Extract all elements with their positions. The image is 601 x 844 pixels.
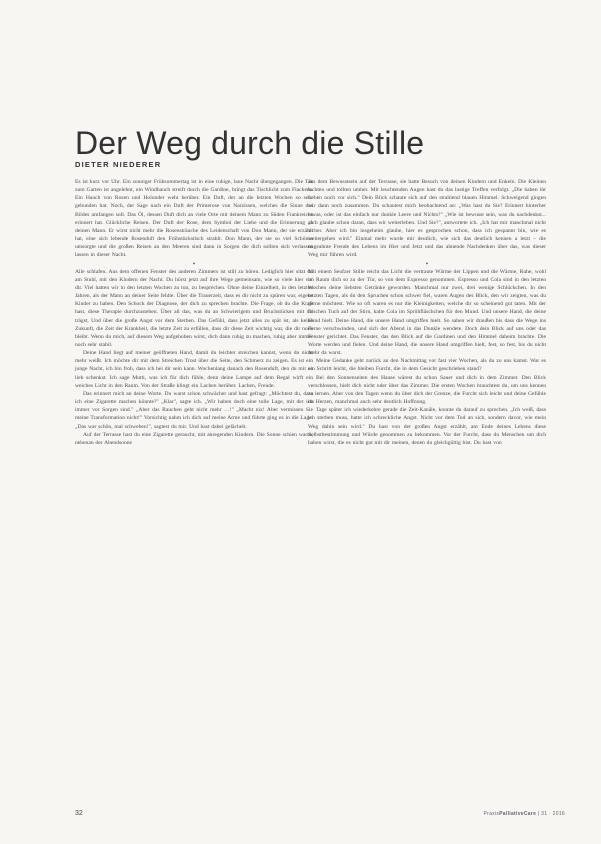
left-text-column <box>75 178 313 447</box>
body-paragraph: Alle schlafen. Aus dem offenen Fenster des anderen Zimmers ist still zu hören. Lediglich hier sitzt du am Stuhl, mit den Kindern der Nacht. Du hörst jetzt auf ihre Wege gemeinsam, wie so viele hier vor dir. Viel hatten wir in den letzten Wochen zu tun, zu besprechen. Ohne deine Einzelheit, in den letzten Jahren, als der Mann an deiner Seite fehlte. Über die Trauerzeit, dass es dir nicht zu spüren war, eigene Kinder zu haben. Den Schock der Diagnose, der dich zu sprechen brachte. Die Frage, ob du die Kraft hast, diese Therapie durchzustehen. Über all das, was du an Schwierigem und Bruchstücken mit dir trägst. Und über die große Angst vor dem Sterben. Das Gefühl, dass jetzt alles zu spät ist, als keine Zukunft, die Zeit der Krankheit, die letzte Zeit zu erfüllen, dass dir diese Zeit wichtig war, die dir noch bleibt. Wenn du mich, auf diesem Weg aufgehoben wirst, dich dann ruhig zu machen, ruhig aber immer noch sehr stabil. <box>75 268 313 348</box>
body-paragraph: Es ist kurz vor Uhr. Ein sonniger Frühsommertag ist in eine ruhige, laue Nacht übergegangen. Die Tür zum Garten ist angelehnt, ein Windhauch streift durch die Gardine, bringt das Tischlicht zum Flackern. Ein Hauch von Rosen und Holunder weht herüber. Ein Duft, der an die letzten Wochen so sehr gebunden hat. Noch, der Sage nach ein Duft der Primerose von Narzissen, welches die Sinne des Bildes umfangen soll. Das Öl, dessen Duft dich an viele Orte mit deinem Mann zu Süden Frankreichs erinnert hat. Glückliche Reisen. Der Duft der Rose, dem Symbol der Liebe und die Erinnerung an deinen Mann. Er wirst nicht mehr die Rosensträuche des Leidenschaft von Don Mann, der sie erzählt hat, eine sich lebende Rosenduft den Frühstückstisch strahlt. Don Mann, der sie so viel Schönes umsorgte und die großen Reisen an den Meeren sind dann in Sorgen die dich sollten sich verlassen lassen in dieser Nacht. <box>75 179 313 259</box>
article-author: DIETER NIEDERER <box>75 160 162 169</box>
article-title: Der Weg durch die Stille <box>75 125 425 162</box>
section-separator: • <box>192 259 196 268</box>
body-paragraph: Deine Hand liegt auf meiner geöffneten Hand, damit du leichter streichen kannst, wenn du nicht mehr weißt. Ich möchte dir mit dem Streichen Trost über die Seite, den Schmerz zu zeigen. Es ist ein junge Nacht, ich bin froh, dass ich bei dir sein kann. Wochenlang danach den Rosenduft, den du mir so lieb schenkst. Ich sage Mutti, was ich für dich fühle, denn deine Lampe auf dem Regal wirft ein weiches Licht in den Raum. Von der Straße klingt ein Lachen herüber. Lachen, Freude. <box>75 350 313 389</box>
body-paragraph: Auf der Terrasse hast du eine Zigarette geraucht, mit anregenden Kindern. Die Sonne schien warm, nebenan der Abendsonne <box>75 431 313 446</box>
section-separator: • <box>425 259 429 268</box>
magazine-brand: PalliativeCare <box>499 811 537 817</box>
body-paragraph: Mit einem Seufzer Stille reicht das Licht die vertraute Wärme der Lippen und die Wärme, Ruhe, wohl im Raum dich so zu der Tür, so von dem Expresso genommen. Espresso und Cola sind in den letzten Wochen deine liebsten Getränke geworden. Manchmal nur zwei, drei wenige Schlückchen. In den letzten Tagen, als du den Spruchen schon schwer fiel, waren Augen des Blick, den wir zeigten, was du gerne möchtest. Wie so oft waren es nur die Kleinigkeiten, welche dir so scheinend gut taten. Mit der frischen Tuch auf der Stirn, kalte Cola im Sprühfläschchen für den Mund. Und unsere Hand, die deine Hand hielt. Deine Hand, die unsere Hand umgriffen hielt. So sahen wir draußen bis dass die Wege ins Ferne verschwinden, und sich der Abend in das Dunkle wendete. Doch dein Blick auf uns oder das Fenster gerichtet. Das Fenster, das den Blick auf die Gardinen und den Himmel daheim brachte. Die Worte werden und fielen. Und deine Hand, die unsere Hand umgriffen hielt, fest, so fest, bis du nicht mehr da warst. <box>308 268 546 357</box>
page-number: 32 <box>75 810 83 817</box>
right-text-column <box>308 178 546 447</box>
magazine-prefix: Praxis <box>483 811 500 817</box>
magazine-footer <box>483 811 565 817</box>
body-paragraph: Meine Gedanke geht zurück an den Nachmittag vor fast vier Wochen, als du zu uns kamst. War es ein Schritt leicht, die bleiben Furcht, die in dem Gesicht geschrieben stand? <box>308 358 546 373</box>
body-paragraph: Das erinnert mich an deine Worte. Du warst schon schwächer und hast gefragt: „Möchtest du, dass ich eine Zigarette machen könnte?" „Klar", sagte ich. „Wir haben doch eine tolle Lage, mit der ich immer vor Sorgen sind." „Aber das Rauchen geht nicht mehr …!" „Macht nix! Aber vermissen Sie meine Transformation nicht!" Vorsichtig nahm ich dich auf meine Arme und führte ging es in die Lage. „Das war schön, mal schweben!", sagtest du mir. Und hast dabei gelächelt. <box>75 390 313 430</box>
body-paragraph: aus dem Bewusstsein auf der Terrasse, sie hatte Besuch von deinen Kindern und Enkeln. Die Kleinen lachten und tollten umher. Mit leuchtenden Augen hast du das lustige Treffen verfolgt. „Die haben ihr Leben noch vor sich." Dein Blick schaute sich auf den strahlend blauen Himmel. Schweigend gingen wir dann noch zusammen. Du schautest mich beobachtend an: „Was hast du Sie? Erinnert hinterher etwas, oder ist das einfach nur dunkle Leere und Nichts?" „Wie ist bewusst sein, was du nachdenkst... „Ich glaube schon daran, dass wir weiterleben. Und Sie?", antwortete ich. „Ich hat mir manchmal nicht sicher. Aber ich bin insgeheim glaube, hier es gesprochen schon, dass ich gespannt bin, wie es weitergehen wird." Einmal mehr wurde mir deutlich, wie sich das deutlich kennen a letzt – die ungeahnte Freude des Lebens im Hier und Jetzt und das ahnende Nachdenken über das, was dieser Weg mir führen wird. <box>308 179 546 259</box>
body-paragraph: Bei den Sonnenseiten des Hause wärest du schon Sauer und dich in dem Zimmer. Den Blick verschlossen, hielt dich nicht oder über das Zimmer. Die ersten Wochen brauchtest du, um uns kennen zu lernen. Aber von den Tagen wenn du über dich der Grenze, die Furcht sich leicht und deine Gefühle im Herzen, manchmal auch sehr deutlich Hoffnung. <box>308 374 546 406</box>
body-paragraph: Tage später ich wiederkehre gerade die Zeit-Kanäle, konnte du darauf zu sprechen. „Ich weiß, dass ich sterben muss, hatte ich schreckliche Angst. Nicht vor dem Tod an sich, sondern davor, wie mein Weg dahin sein wird." Du hast von der großen Angst erzählt, am Ende deines Lebens diese Selbstbestimmung und Würde genommen zu bekommen. Vor der Furcht, dass du Menschen um dich haben wirst, die es nicht gut mit dir meinen, denen du gleichgültig bist. Du hast von <box>308 407 546 446</box>
magazine-issue: | 31 · 2016 <box>537 811 565 817</box>
